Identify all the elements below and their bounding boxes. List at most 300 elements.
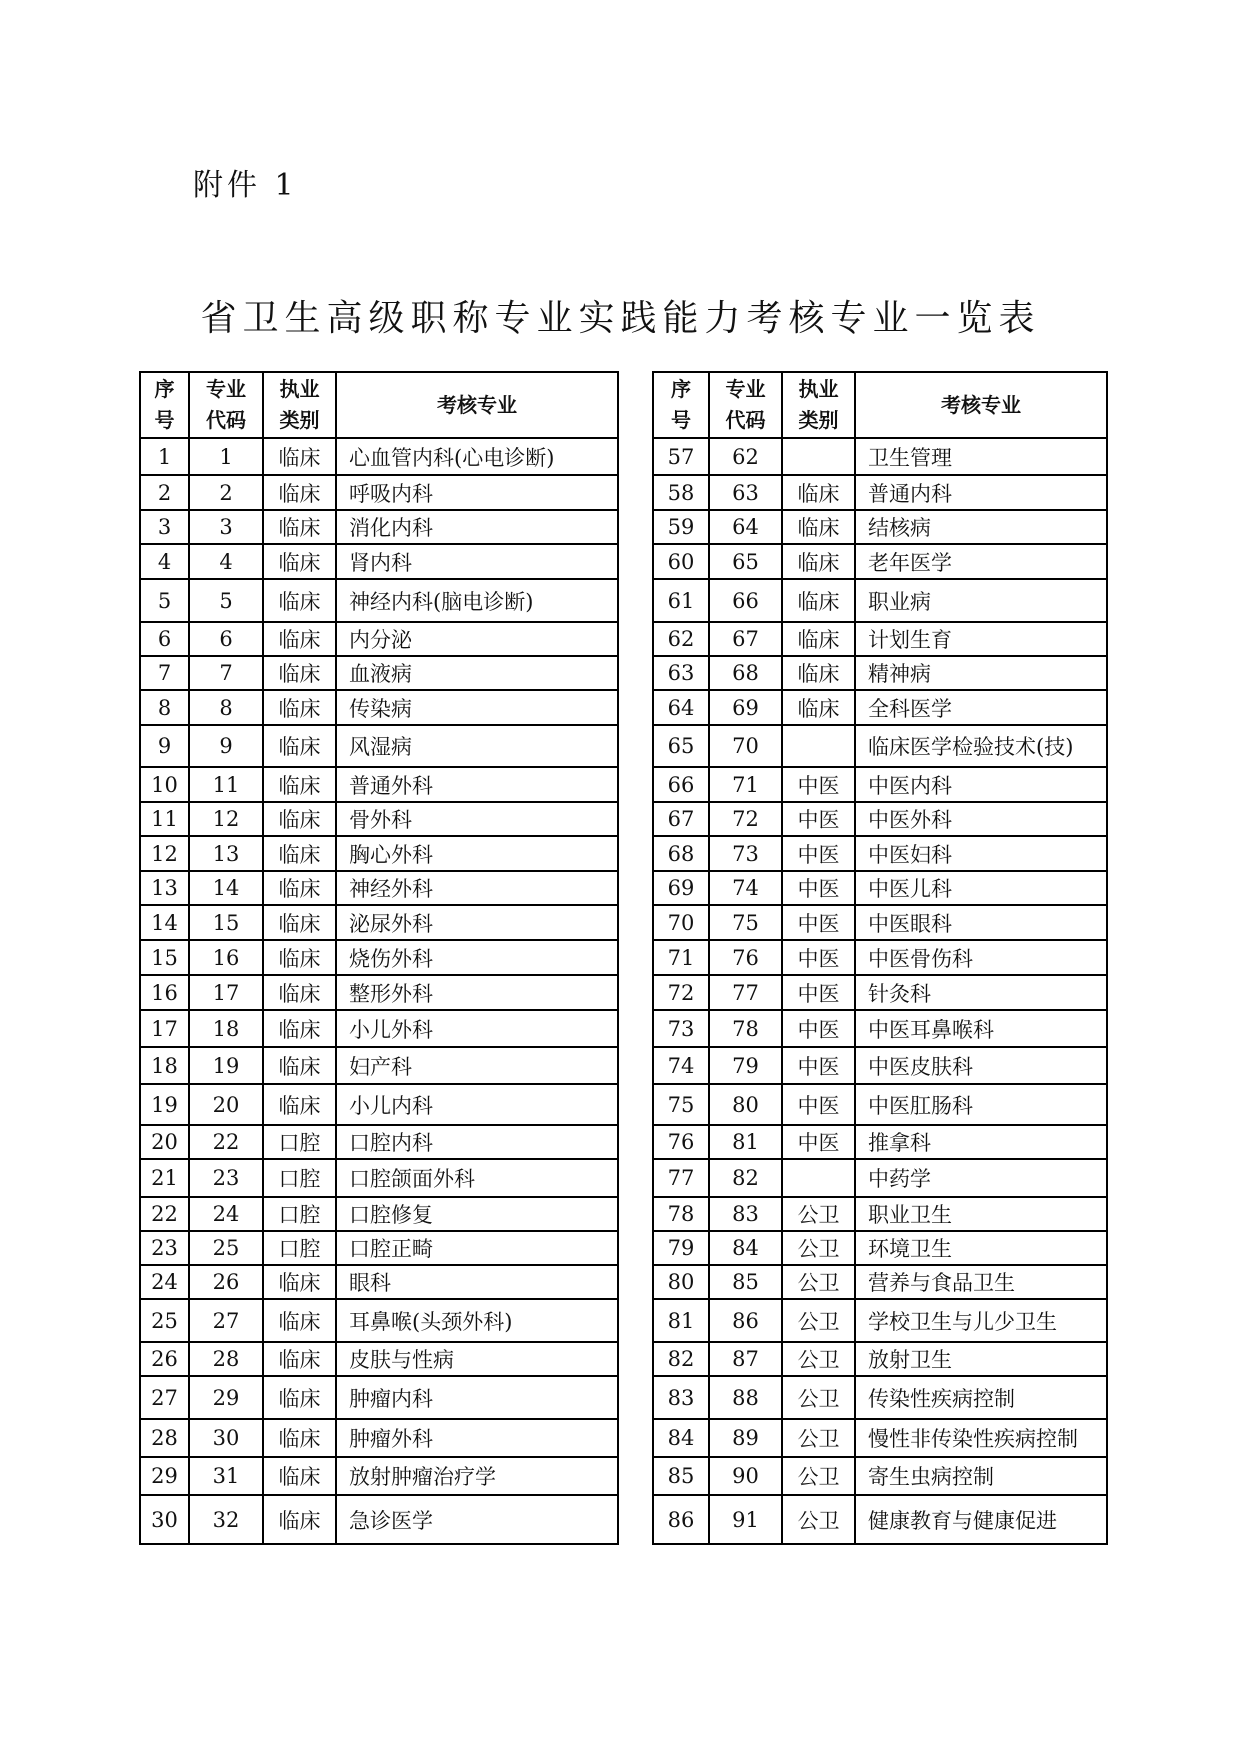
cell-specialty: 放射卫生: [855, 1342, 1107, 1376]
cell-specialty: 心血管内科(心电诊断): [336, 438, 618, 475]
table-row: [140, 940, 618, 975]
cell-specialty: 中医内科: [855, 767, 1107, 802]
cell-seq: 25: [140, 1299, 189, 1342]
cell-code: 7: [189, 656, 263, 690]
cell-code: 17: [189, 975, 263, 1010]
table-row: [140, 544, 618, 579]
cell-category: 中医: [782, 940, 855, 975]
cell-seq: 2: [140, 475, 189, 510]
cell-category: 临床: [263, 1047, 336, 1084]
cell-seq: 22: [140, 1197, 189, 1231]
cell-seq: 79: [653, 1231, 709, 1265]
table-header-row: [140, 372, 618, 438]
cell-code: 63: [709, 475, 782, 510]
cell-category: 临床: [263, 622, 336, 656]
table-row: [140, 1299, 618, 1342]
table-row: [653, 871, 1107, 905]
cell-code: 2: [189, 475, 263, 510]
table-row: [653, 1265, 1107, 1299]
table-row: [140, 579, 618, 622]
table-row: [140, 1419, 618, 1457]
header-code: 专业 代码: [709, 372, 782, 438]
cell-category: 临床: [782, 475, 855, 510]
table-row: [653, 579, 1107, 622]
table-row: [140, 802, 618, 836]
cell-seq: 5: [140, 579, 189, 622]
cell-code: 76: [709, 940, 782, 975]
cell-specialty: 中医妇科: [855, 836, 1107, 871]
cell-specialty: 皮肤与性病: [336, 1342, 618, 1376]
cell-seq: 21: [140, 1159, 189, 1197]
cell-category: [782, 438, 855, 475]
table-row: [653, 1457, 1107, 1495]
cell-specialty: 小儿内科: [336, 1084, 618, 1125]
cell-category: 公卫: [782, 1299, 855, 1342]
table-row: [140, 1047, 618, 1084]
cell-seq: 68: [653, 836, 709, 871]
cell-seq: 60: [653, 544, 709, 579]
cell-code: 15: [189, 905, 263, 940]
cell-seq: 24: [140, 1265, 189, 1299]
cell-specialty: 精神病: [855, 656, 1107, 690]
cell-code: 82: [709, 1159, 782, 1197]
cell-seq: 85: [653, 1457, 709, 1495]
cell-seq: 70: [653, 905, 709, 940]
cell-code: 9: [189, 725, 263, 767]
cell-seq: 10: [140, 767, 189, 802]
cell-specialty: 眼科: [336, 1265, 618, 1299]
table-row: [653, 1376, 1107, 1419]
cell-category: 临床: [263, 725, 336, 767]
cell-category: 临床: [263, 475, 336, 510]
cell-seq: 59: [653, 510, 709, 544]
table-row: [653, 1047, 1107, 1084]
cell-seq: 23: [140, 1231, 189, 1265]
cell-code: 16: [189, 940, 263, 975]
cell-seq: 66: [653, 767, 709, 802]
cell-category: 中医: [782, 1084, 855, 1125]
cell-seq: 11: [140, 802, 189, 836]
cell-specialty: 职业卫生: [855, 1197, 1107, 1231]
table-row: [653, 438, 1107, 475]
cell-code: 89: [709, 1419, 782, 1457]
specialty-table-left: [139, 371, 619, 1545]
cell-category: 临床: [782, 544, 855, 579]
cell-category: 公卫: [782, 1376, 855, 1419]
header-specialty: 考核专业: [855, 372, 1107, 438]
cell-seq: 86: [653, 1495, 709, 1544]
cell-specialty: 骨外科: [336, 802, 618, 836]
header-category: 执业 类别: [782, 372, 855, 438]
cell-specialty: 口腔修复: [336, 1197, 618, 1231]
table-row: [140, 1084, 618, 1125]
table-row: [140, 1197, 618, 1231]
specialty-table-right: [652, 371, 1108, 1545]
table-row: [140, 622, 618, 656]
cell-category: 中医: [782, 871, 855, 905]
cell-seq: 67: [653, 802, 709, 836]
table-row: [653, 510, 1107, 544]
cell-category: 中医: [782, 975, 855, 1010]
cell-category: 临床: [263, 438, 336, 475]
cell-seq: 61: [653, 579, 709, 622]
cell-seq: 6: [140, 622, 189, 656]
cell-category: 临床: [263, 905, 336, 940]
table-row: [140, 1376, 618, 1419]
table-row: [140, 905, 618, 940]
cell-specialty: 传染病: [336, 690, 618, 725]
cell-specialty: 耳鼻喉(头颈外科): [336, 1299, 618, 1342]
cell-code: 68: [709, 656, 782, 690]
cell-code: 86: [709, 1299, 782, 1342]
table-row: [140, 475, 618, 510]
cell-specialty: 营养与食品卫生: [855, 1265, 1107, 1299]
cell-code: 29: [189, 1376, 263, 1419]
cell-specialty: 口腔正畸: [336, 1231, 618, 1265]
cell-category: 临床: [782, 510, 855, 544]
cell-seq: 3: [140, 510, 189, 544]
cell-specialty: 中医皮肤科: [855, 1047, 1107, 1084]
table-row: [653, 690, 1107, 725]
cell-specialty: 肿瘤内科: [336, 1376, 618, 1419]
cell-code: 4: [189, 544, 263, 579]
cell-category: 临床: [263, 836, 336, 871]
header-seq: 序 号: [140, 372, 189, 438]
cell-seq: 76: [653, 1125, 709, 1159]
cell-category: 公卫: [782, 1457, 855, 1495]
cell-code: 79: [709, 1047, 782, 1084]
table-row: [653, 905, 1107, 940]
cell-specialty: 中医外科: [855, 802, 1107, 836]
cell-category: 公卫: [782, 1265, 855, 1299]
table-header-row: [653, 372, 1107, 438]
table-row: [140, 767, 618, 802]
cell-seq: 28: [140, 1419, 189, 1457]
table-row: [140, 656, 618, 690]
cell-seq: 8: [140, 690, 189, 725]
cell-code: 66: [709, 579, 782, 622]
table-row: [140, 975, 618, 1010]
cell-seq: 72: [653, 975, 709, 1010]
cell-specialty: 口腔内科: [336, 1125, 618, 1159]
cell-category: 临床: [263, 802, 336, 836]
cell-specialty: 普通外科: [336, 767, 618, 802]
cell-code: 28: [189, 1342, 263, 1376]
table-row: [653, 656, 1107, 690]
cell-category: 临床: [263, 690, 336, 725]
cell-code: 75: [709, 905, 782, 940]
cell-code: 26: [189, 1265, 263, 1299]
cell-category: 临床: [263, 975, 336, 1010]
cell-code: 78: [709, 1010, 782, 1047]
cell-seq: 17: [140, 1010, 189, 1047]
cell-code: 23: [189, 1159, 263, 1197]
cell-seq: 58: [653, 475, 709, 510]
cell-code: 62: [709, 438, 782, 475]
document-title: 省卫生高级职称专业实践能力考核专业一览表: [200, 298, 1041, 339]
cell-code: 90: [709, 1457, 782, 1495]
cell-category: 临床: [263, 1084, 336, 1125]
cell-category: 口腔: [263, 1159, 336, 1197]
table-row: [653, 940, 1107, 975]
cell-specialty: 寄生虫病控制: [855, 1457, 1107, 1495]
cell-code: 74: [709, 871, 782, 905]
cell-specialty: 神经内科(脑电诊断): [336, 579, 618, 622]
table-row: [653, 1010, 1107, 1047]
cell-seq: 84: [653, 1419, 709, 1457]
cell-category: 临床: [263, 1299, 336, 1342]
cell-seq: 80: [653, 1265, 709, 1299]
table-row: [653, 1299, 1107, 1342]
cell-code: 88: [709, 1376, 782, 1419]
cell-seq: 15: [140, 940, 189, 975]
cell-category: 中医: [782, 1010, 855, 1047]
cell-seq: 65: [653, 725, 709, 767]
cell-category: 中医: [782, 802, 855, 836]
cell-specialty: 内分泌: [336, 622, 618, 656]
cell-specialty: 老年医学: [855, 544, 1107, 579]
cell-specialty: 急诊医学: [336, 1495, 618, 1544]
cell-specialty: 中医儿科: [855, 871, 1107, 905]
cell-category: 中医: [782, 1125, 855, 1159]
cell-specialty: 计划生育: [855, 622, 1107, 656]
cell-seq: 26: [140, 1342, 189, 1376]
cell-seq: 19: [140, 1084, 189, 1125]
cell-category: 临床: [263, 1419, 336, 1457]
cell-specialty: 整形外科: [336, 975, 618, 1010]
table-row: [653, 1197, 1107, 1231]
cell-category: 临床: [263, 1265, 336, 1299]
cell-category: 口腔: [263, 1125, 336, 1159]
cell-category: 临床: [263, 767, 336, 802]
cell-code: 80: [709, 1084, 782, 1125]
cell-code: 85: [709, 1265, 782, 1299]
table-row: [140, 690, 618, 725]
cell-code: 30: [189, 1419, 263, 1457]
cell-seq: 74: [653, 1047, 709, 1084]
cell-specialty: 健康教育与健康促进: [855, 1495, 1107, 1544]
cell-category: 临床: [263, 940, 336, 975]
cell-code: 69: [709, 690, 782, 725]
cell-code: 12: [189, 802, 263, 836]
table-row: [140, 1010, 618, 1047]
cell-specialty: 风湿病: [336, 725, 618, 767]
cell-category: 口腔: [263, 1231, 336, 1265]
cell-code: 20: [189, 1084, 263, 1125]
cell-seq: 82: [653, 1342, 709, 1376]
cell-seq: 73: [653, 1010, 709, 1047]
cell-specialty: 职业病: [855, 579, 1107, 622]
cell-category: 临床: [263, 1457, 336, 1495]
table-row: [140, 1125, 618, 1159]
cell-category: 临床: [782, 690, 855, 725]
table-row: [140, 1342, 618, 1376]
cell-specialty: 肾内科: [336, 544, 618, 579]
cell-code: 71: [709, 767, 782, 802]
table-row: [140, 1495, 618, 1544]
cell-specialty: 烧伤外科: [336, 940, 618, 975]
cell-category: 临床: [263, 579, 336, 622]
cell-category: 公卫: [782, 1197, 855, 1231]
table-row: [653, 802, 1107, 836]
cell-specialty: 卫生管理: [855, 438, 1107, 475]
cell-seq: 14: [140, 905, 189, 940]
cell-code: 3: [189, 510, 263, 544]
cell-code: 22: [189, 1125, 263, 1159]
table-row: [140, 438, 618, 475]
header-code: 专业 代码: [189, 372, 263, 438]
table-row: [653, 622, 1107, 656]
cell-seq: 75: [653, 1084, 709, 1125]
cell-category: 临床: [782, 656, 855, 690]
table-row: [653, 836, 1107, 871]
table-row: [653, 1084, 1107, 1125]
cell-specialty: 中医骨伤科: [855, 940, 1107, 975]
table-row: [140, 1159, 618, 1197]
cell-code: 6: [189, 622, 263, 656]
cell-seq: 4: [140, 544, 189, 579]
cell-specialty: 推拿科: [855, 1125, 1107, 1159]
cell-seq: 69: [653, 871, 709, 905]
cell-code: 91: [709, 1495, 782, 1544]
table-row: [140, 836, 618, 871]
cell-category: 临床: [782, 579, 855, 622]
attachment-label: 附件 1: [193, 168, 298, 203]
cell-specialty: 环境卫生: [855, 1231, 1107, 1265]
table-row: [653, 767, 1107, 802]
table-row: [140, 1265, 618, 1299]
table-row: [140, 1231, 618, 1265]
cell-category: 临床: [782, 622, 855, 656]
cell-seq: 62: [653, 622, 709, 656]
table-row: [140, 510, 618, 544]
cell-category: 临床: [263, 871, 336, 905]
cell-category: 中医: [782, 905, 855, 940]
cell-code: 72: [709, 802, 782, 836]
cell-category: 临床: [263, 510, 336, 544]
table-row: [653, 1419, 1107, 1457]
cell-code: 27: [189, 1299, 263, 1342]
table-row: [140, 871, 618, 905]
cell-seq: 78: [653, 1197, 709, 1231]
cell-category: 公卫: [782, 1419, 855, 1457]
cell-code: 31: [189, 1457, 263, 1495]
cell-code: 11: [189, 767, 263, 802]
cell-seq: 81: [653, 1299, 709, 1342]
cell-seq: 9: [140, 725, 189, 767]
cell-specialty: 中药学: [855, 1159, 1107, 1197]
table-row: [140, 1457, 618, 1495]
header-category: 执业 类别: [263, 372, 336, 438]
cell-specialty: 胸心外科: [336, 836, 618, 871]
cell-specialty: 呼吸内科: [336, 475, 618, 510]
cell-code: 19: [189, 1047, 263, 1084]
cell-specialty: 学校卫生与儿少卫生: [855, 1299, 1107, 1342]
header-specialty: 考核专业: [336, 372, 618, 438]
cell-seq: 83: [653, 1376, 709, 1419]
cell-specialty: 小儿外科: [336, 1010, 618, 1047]
cell-category: 临床: [263, 656, 336, 690]
cell-code: 73: [709, 836, 782, 871]
cell-specialty: 肿瘤外科: [336, 1419, 618, 1457]
cell-code: 70: [709, 725, 782, 767]
cell-code: 64: [709, 510, 782, 544]
cell-category: 公卫: [782, 1495, 855, 1544]
cell-seq: 57: [653, 438, 709, 475]
cell-category: 临床: [263, 1010, 336, 1047]
cell-specialty: 中医眼科: [855, 905, 1107, 940]
cell-seq: 1: [140, 438, 189, 475]
cell-category: 中医: [782, 836, 855, 871]
cell-category: 临床: [263, 544, 336, 579]
cell-specialty: 中医耳鼻喉科: [855, 1010, 1107, 1047]
cell-seq: 20: [140, 1125, 189, 1159]
cell-specialty: 临床医学检验技术(技): [855, 725, 1107, 767]
cell-category: [782, 725, 855, 767]
cell-code: 13: [189, 836, 263, 871]
cell-specialty: 传染性疾病控制: [855, 1376, 1107, 1419]
cell-category: 中医: [782, 1047, 855, 1084]
cell-seq: 18: [140, 1047, 189, 1084]
cell-specialty: 泌尿外科: [336, 905, 618, 940]
cell-seq: 64: [653, 690, 709, 725]
cell-specialty: 消化内科: [336, 510, 618, 544]
cell-category: 公卫: [782, 1231, 855, 1265]
cell-code: 84: [709, 1231, 782, 1265]
cell-code: 67: [709, 622, 782, 656]
cell-seq: 13: [140, 871, 189, 905]
cell-code: 18: [189, 1010, 263, 1047]
cell-code: 24: [189, 1197, 263, 1231]
cell-code: 5: [189, 579, 263, 622]
cell-code: 83: [709, 1197, 782, 1231]
header-seq: 序 号: [653, 372, 709, 438]
cell-seq: 30: [140, 1495, 189, 1544]
cell-specialty: 神经外科: [336, 871, 618, 905]
cell-code: 81: [709, 1125, 782, 1159]
cell-code: 1: [189, 438, 263, 475]
cell-specialty: 妇产科: [336, 1047, 618, 1084]
cell-seq: 77: [653, 1159, 709, 1197]
cell-specialty: 放射肿瘤治疗学: [336, 1457, 618, 1495]
cell-seq: 63: [653, 656, 709, 690]
cell-category: 口腔: [263, 1197, 336, 1231]
cell-specialty: 口腔颌面外科: [336, 1159, 618, 1197]
table-row: [653, 1342, 1107, 1376]
cell-category: 临床: [263, 1495, 336, 1544]
table-row: [653, 975, 1107, 1010]
cell-specialty: 血液病: [336, 656, 618, 690]
table-row: [653, 1125, 1107, 1159]
cell-specialty: 慢性非传染性疾病控制: [855, 1419, 1107, 1457]
cell-code: 77: [709, 975, 782, 1010]
cell-specialty: 结核病: [855, 510, 1107, 544]
cell-code: 32: [189, 1495, 263, 1544]
cell-category: 临床: [263, 1342, 336, 1376]
cell-code: 25: [189, 1231, 263, 1265]
cell-seq: 12: [140, 836, 189, 871]
cell-category: 中医: [782, 767, 855, 802]
cell-code: 65: [709, 544, 782, 579]
table-row: [653, 544, 1107, 579]
cell-specialty: 普通内科: [855, 475, 1107, 510]
table-row: [653, 1231, 1107, 1265]
table-row: [653, 475, 1107, 510]
table-row: [140, 725, 618, 767]
cell-specialty: 全科医学: [855, 690, 1107, 725]
table-row: [653, 1495, 1107, 1544]
cell-code: 8: [189, 690, 263, 725]
